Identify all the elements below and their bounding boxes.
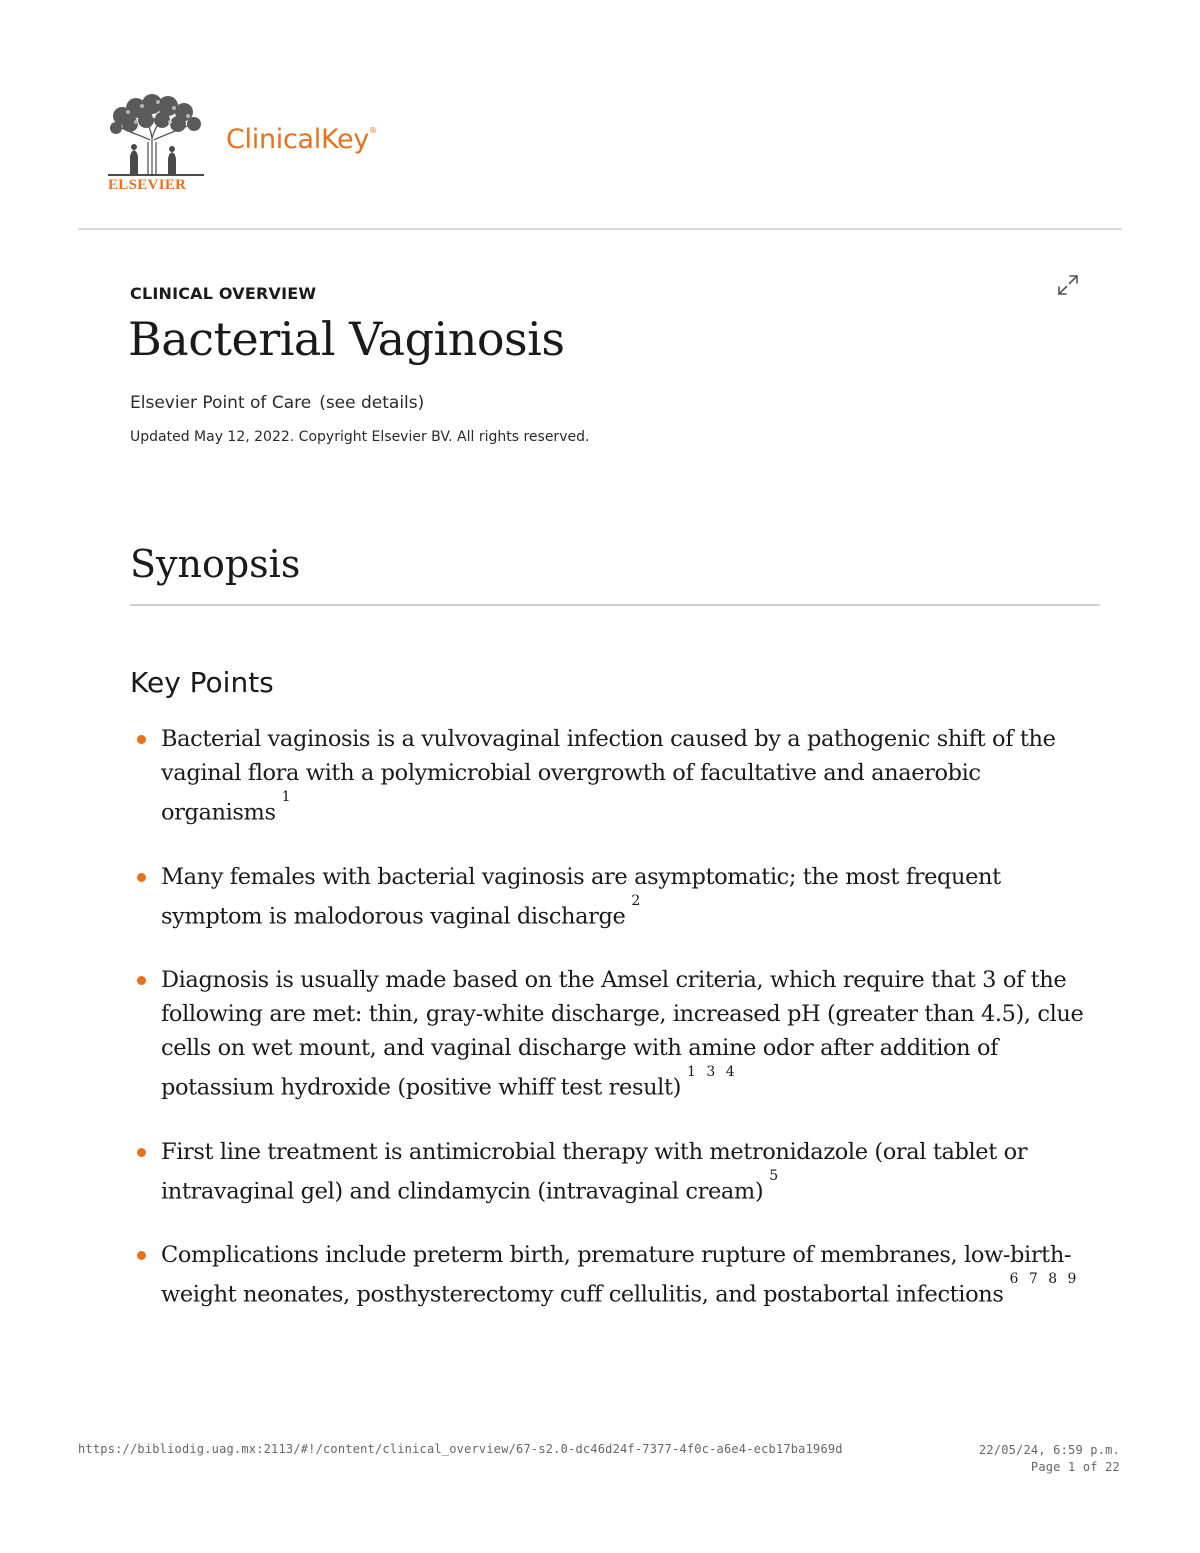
page-title: Bacterial Vaginosis	[128, 312, 565, 366]
key-point-text: Diagnosis is usually made based on the Amsel criteria, which require that 3 of the following are met: thin, gray-white discharge, increased pH (greater than 4.5), clue cells on wet mount, and vaginal discharge with amine odor after addition of potassium hydroxide (positive whiff test result)	[161, 967, 1084, 1101]
content-type-label: CLINICAL OVERVIEW	[130, 284, 317, 303]
updated-copyright: Updated May 12, 2022. Copyright Elsevier BV. All rights reserved.	[130, 429, 590, 445]
bullet-icon	[137, 1251, 146, 1260]
page-header	[0, 0, 1200, 230]
registered-mark: ®	[369, 126, 377, 135]
reference-links[interactable]: 1	[281, 789, 294, 805]
bullet-icon	[137, 1148, 146, 1157]
brand-name: ClinicalKey	[226, 124, 370, 155]
see-details-link[interactable]: (see details)	[319, 393, 425, 413]
key-point-text: Bacterial vaginosis is a vulvovaginal infection caused by a pathogenic shift of the vaginal flora with a polymicrobial overgrowth of facultative and anaerobic organisms	[161, 726, 1056, 826]
header-divider	[78, 228, 1122, 230]
elsevier-tree-logo-icon	[108, 94, 204, 176]
source-name: Elsevier Point of Care	[130, 393, 312, 413]
footer-url: https://bibliodig.uag.mx:2113/#!/content/clinical_overview/67-s2.0-dc46d24f-7377-4f0c-a6e4-ecb17ba1969d	[78, 1442, 843, 1456]
reference-links[interactable]: 5	[769, 1167, 782, 1184]
footer-meta	[979, 1442, 1120, 1476]
key-points-list	[130, 722, 1090, 1342]
reference-links[interactable]: 1 3 4	[687, 1064, 738, 1080]
reference-links[interactable]: 6 7 8 9	[1009, 1271, 1080, 1287]
bullet-icon	[137, 976, 146, 985]
key-point-text: Many females with bacterial vaginosis are asymptomatic; the most frequent symptom is malodorous vaginal discharge	[161, 863, 1001, 929]
key-point-item	[130, 963, 1090, 1105]
key-point-text: Complications include preterm birth, premature rupture of membranes, low-birth-weight neonates, posthysterectomy cuff cellulitis, and postabortal infections	[161, 1242, 1072, 1308]
source-line	[130, 393, 424, 413]
section-heading-synopsis: Synopsis	[130, 542, 301, 586]
key-point-item	[130, 1135, 1090, 1209]
reference-links[interactable]: 2	[631, 892, 644, 909]
subsection-heading-key-points: Key Points	[130, 666, 274, 699]
key-point-item	[130, 722, 1090, 830]
section-divider	[130, 604, 1100, 606]
elsevier-wordmark: ELSEVIER	[108, 177, 187, 193]
bullet-icon	[137, 873, 146, 882]
bullet-icon	[137, 735, 146, 744]
print-datetime: 22/05/24, 6:59 p.m.	[978, 1443, 1120, 1457]
page-number: Page 1 of 22	[1030, 1460, 1120, 1474]
key-point-item	[130, 1238, 1090, 1312]
clinicalkey-logo[interactable]	[226, 124, 377, 155]
expand-arrows-icon[interactable]	[1056, 273, 1080, 297]
key-point-item	[130, 860, 1090, 934]
key-point-text: First line treatment is antimicrobial therapy with metronidazole (oral tablet or intravaginal gel) and clindamycin (intravaginal cream)	[161, 1138, 1028, 1204]
